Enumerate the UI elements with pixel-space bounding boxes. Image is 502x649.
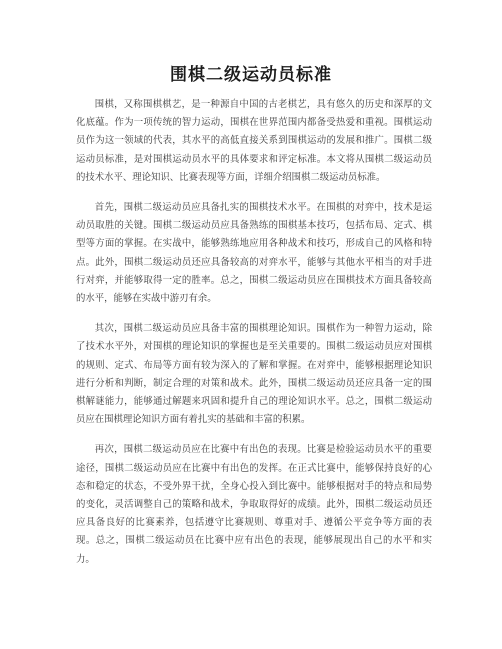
paragraph-3: 其次，围棋二级运动员应具备丰富的围棋理论知识。围棋作为一种智力运动，除了技术水平外，对围棋的理论知识的掌握也是至关重要的。围棋二级运动员应对围棋的规则、定式、布局等方面有较为深入的了解和掌握。在对弈中，能够根据理论知识进行分析和判断，制定合理的对策和战术。此外，围棋二级运动员还应具备一定的围棋解谜能力，能够通过解题来巩固和提升自己的理论知识水平。总之，围棋二级运动员应在围棋理论知识方面有着扎实的基础和丰富的积累。 [76, 323, 432, 426]
document-body [76, 96, 432, 581]
document-title: 围棋二级运动员标准 [170, 65, 332, 85]
paragraph-1: 围棋，又称围棋棋艺，是一种源自中国的古老棋艺，具有悠久的历史和深厚的文化底蕴。作为一项传统的智力运动，围棋在世界范围内都备受热爱和重视。围棋运动员作为这一领域的代表，其水平的高低直接关系到围棋运动的发展和推广。围棋二级运动员标准，是对围棋运动员水平的具体要求和评定标准。本文将从围棋二级运动员的技术水平、理论知识、比赛表现等方面，详细介绍围棋二级运动员标准。 [76, 99, 432, 183]
paragraph-2: 首先，围棋二级运动员应具备扎实的围棋技术水平。在围棋的对弈中，技术是运动员取胜的关键。围棋二级运动员应具备熟练的围棋基本技巧，包括布局、定式、棋型等方面的掌握。在实战中，能够熟练地应用各种战术和技巧，形成自己的风格和特点。此外，围棋二级运动员还应具备较高的对弈水平，能够与其他水平相当的对手进行对弈，并能够取得一定的胜率。总之，围棋二级运动员应在围棋技术方面具备较高的水平，能够在实战中游刃有余。 [76, 202, 432, 305]
paragraph-4: 再次，围棋二级运动员应在比赛中有出色的表现。比赛是检验运动员水平的重要途径，围棋二级运动员应在比赛中有出色的发挥。在正式比赛中，能够保持良好的心态和稳定的状态，不受外界干扰，全身心投入到比赛中。能够根据对手的特点和局势的变化，灵活调整自己的策略和战术，争取取得好的成绩。此外，围棋二级运动员还应具备良好的比赛素养，包括遵守比赛规则、尊重对手、遵循公平竞争等方面的表现。总之，围棋二级运动员在比赛中应有出色的表现，能够展现出自己的水平和实力。 [76, 444, 432, 565]
